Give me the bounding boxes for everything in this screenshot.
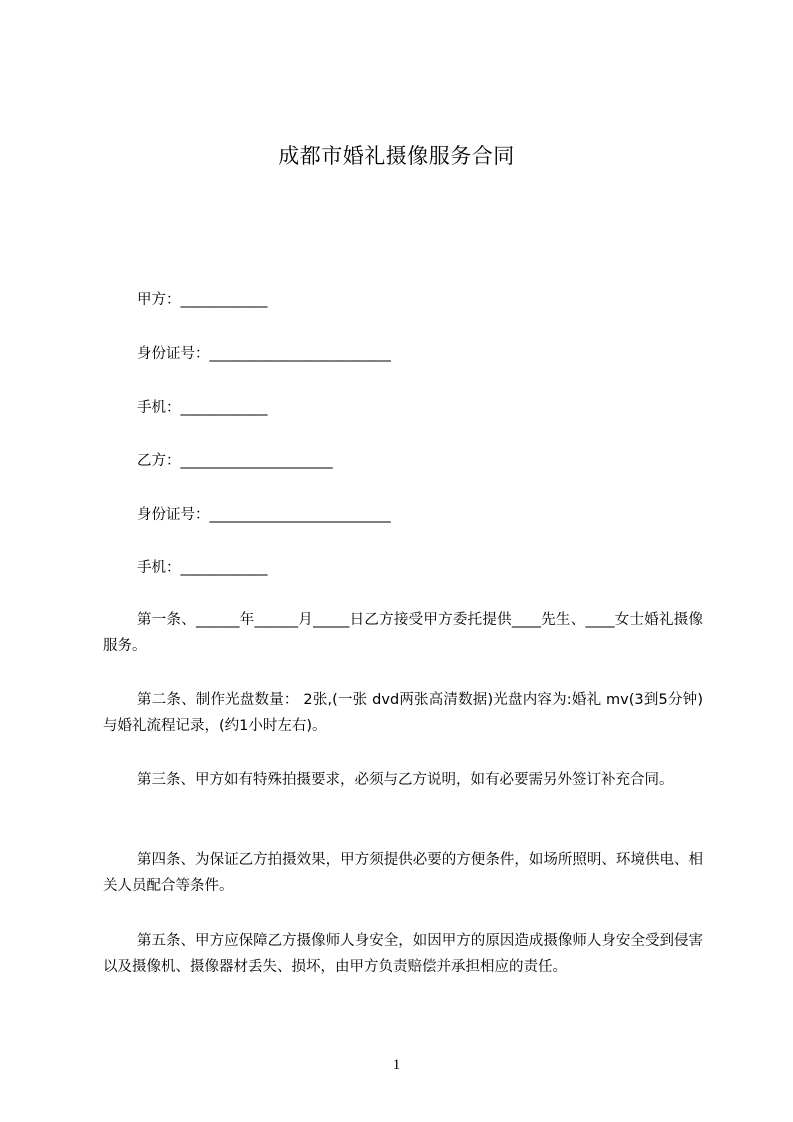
party-b-id-field: 身份证号：_________________________ [137, 507, 391, 523]
page-number: 1 [392, 1057, 401, 1073]
clause-3: 第三条、甲方如有特殊拍摄要求，必须与乙方说明，如有必要需另外签订补充合同。 [137, 772, 674, 788]
party-b-name-field: 乙方：_____________________ [137, 453, 333, 469]
document-title: 成都市婚礼摄像服务合同 [278, 144, 515, 168]
party-b-phone-field: 手机：____________ [137, 560, 268, 576]
clause-2: 第二条、制作光盘数量： 2张,(一张 dvd两张高清数据)光盘内容为:婚礼 mv(3到5分钟)与婚礼流程记录，(约1小时左右)。 [103, 692, 703, 734]
clause-4: 第四条、为保证乙方拍摄效果，甲方须提供必要的方便条件，如场所照明、环境供电、相关人员配合等条件。 [103, 852, 703, 894]
party-a-name-field: 甲方：____________ [137, 292, 268, 308]
clause-1: 第一条、______年______月_____日乙方接受甲方委托提供____先生、____女士婚礼摄像服务。 [103, 612, 703, 654]
party-a-phone-field: 手机：____________ [137, 400, 268, 416]
party-a-id-field: 身份证号：_________________________ [137, 346, 391, 362]
clause-5: 第五条、甲方应保障乙方摄像师人身安全，如因甲方的原因造成摄像师人身安全受到侵害以及摄像机、摄像器材丢失、损坏，由甲方负责赔偿并承担相应的责任。 [103, 933, 703, 975]
